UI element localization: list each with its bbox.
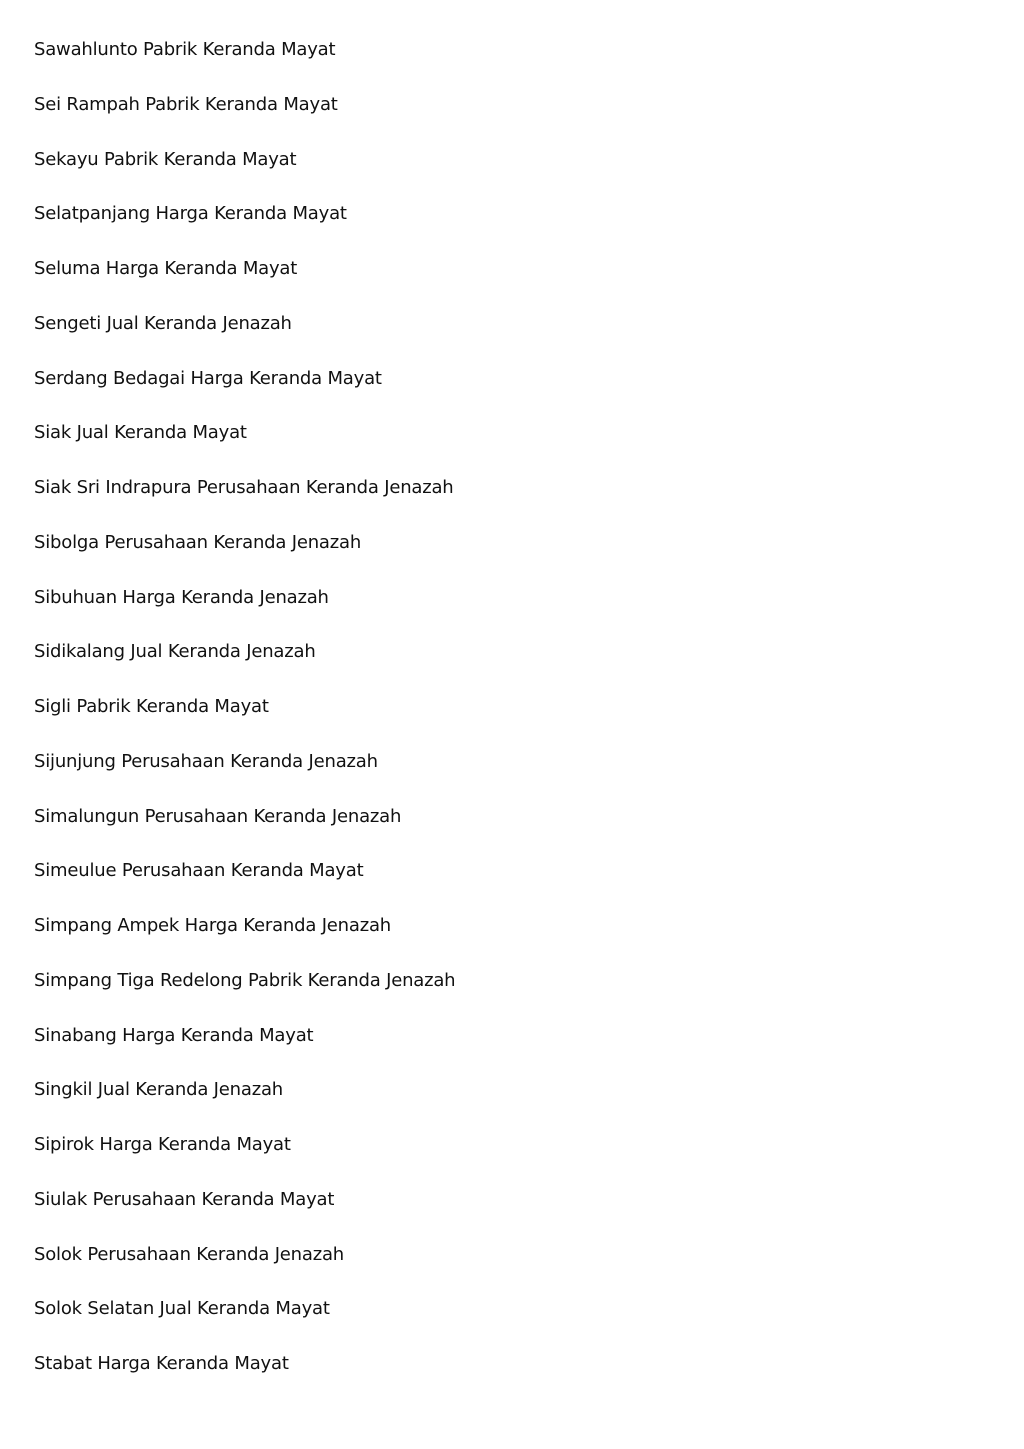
list-item: Solok Selatan Jual Keranda Mayat xyxy=(34,1298,330,1320)
list-item: Siulak Perusahaan Keranda Mayat xyxy=(34,1188,335,1210)
list-item: Sijunjung Perusahaan Keranda Jenazah xyxy=(34,750,378,772)
list-item: Seluma Harga Keranda Mayat xyxy=(34,258,298,279)
list-item: Sigli Pabrik Keranda Mayat xyxy=(34,696,269,717)
list-item: Simpang Tiga Redelong Pabrik Keranda Jenazah xyxy=(34,969,456,991)
list-item: Siak Sri Indrapura Perusahaan Keranda Jenazah xyxy=(34,477,454,498)
list-item: Sei Rampah Pabrik Keranda Mayat xyxy=(34,93,338,115)
list-item: Sawahlunto Pabrik Keranda Mayat xyxy=(34,39,336,60)
list-item: Selatpanjang Harga Keranda Mayat xyxy=(34,203,347,225)
list-item: Siak Jual Keranda Mayat xyxy=(34,422,247,444)
list-item: Sekayu Pabrik Keranda Mayat xyxy=(34,148,297,170)
list-item: Solok Perusahaan Keranda Jenazah xyxy=(34,1243,345,1265)
location-list xyxy=(34,36,455,1405)
list-item: Simeulue Perusahaan Keranda Mayat xyxy=(34,860,364,882)
list-item: Sengeti Jual Keranda Jenazah xyxy=(34,312,292,334)
list-item: Sipirok Harga Keranda Mayat xyxy=(34,1134,291,1155)
list-item: Stabat Harga Keranda Mayat xyxy=(34,1353,289,1374)
list-item: Simpang Ampek Harga Keranda Jenazah xyxy=(34,915,391,936)
list-item: Serdang Bedagai Harga Keranda Mayat xyxy=(34,367,382,389)
list-item: Sidikalang Jual Keranda Jenazah xyxy=(34,641,316,663)
list-item: Sinabang Harga Keranda Mayat xyxy=(34,1024,314,1046)
list-item: Singkil Jual Keranda Jenazah xyxy=(34,1079,283,1101)
list-item: Simalungun Perusahaan Keranda Jenazah xyxy=(34,805,402,827)
list-item: Sibuhuan Harga Keranda Jenazah xyxy=(34,586,329,608)
list-item: Sibolga Perusahaan Keranda Jenazah xyxy=(34,531,362,553)
